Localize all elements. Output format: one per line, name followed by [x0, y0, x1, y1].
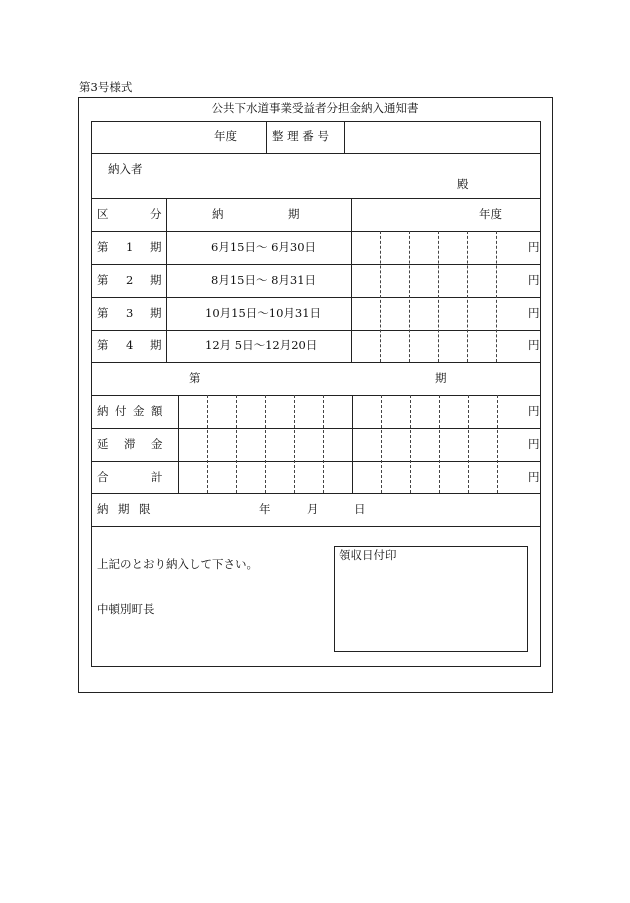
col-period-2: 期	[288, 207, 300, 221]
issuer-name: 中頓別町長	[97, 602, 155, 616]
receipt-stamp-box	[334, 546, 528, 652]
col-category-2: 分	[150, 207, 162, 221]
form-number: 第3号様式	[79, 80, 133, 94]
stamp-label: 領収日付印	[339, 548, 397, 562]
payment-message: 上記のとおり納入して下さい。	[97, 557, 258, 571]
deadline-label-2: 期	[118, 502, 130, 516]
payer-honorific: 殿	[457, 177, 469, 191]
col-period-1: 納	[212, 207, 224, 221]
installment-right: 期	[435, 371, 447, 385]
schedule-dates: 8月15日～ 8月31日	[211, 273, 317, 287]
notice-page: 第3号様式 公共下水道事業受益者分担金納入通知書 年度 整 理 番 号 納入者 殿 区 分 納 期 年度 第 1 期 6月15日～ 6月30日 円 第 2 期 8月15日～ 8月31日 円 第 3 期 10月15日～10月31日 円 第 4 期 12月 5日～12月20日 円 第 期 納 付 金 額 円 延 滞 金 円 合 計 円 納 期 限 年 月 日 上記のとおり納入して下さい。 中頓別町長 領収日付印	[0, 0, 630, 903]
deadline-label-1: 納	[97, 502, 109, 516]
yen-unit: 円	[528, 273, 540, 287]
yen-unit: 円	[528, 306, 540, 320]
schedule-dates: 10月15日～10月31日	[205, 306, 322, 320]
deadline-day: 日	[354, 502, 366, 516]
deadline-label-3: 限	[139, 502, 151, 516]
payer-label: 納入者	[108, 162, 143, 176]
yen-unit: 円	[528, 338, 540, 352]
yen-unit: 円	[528, 240, 540, 254]
notice-title: 公共下水道事業受益者分担金納入通知書	[211, 101, 419, 115]
yen-unit: 円	[528, 404, 540, 418]
fiscal-year-label: 年度	[214, 129, 237, 143]
yen-unit: 円	[528, 470, 540, 484]
ref-number-label: 整 理 番 号	[272, 129, 329, 143]
schedule-dates: 6月15日～ 6月30日	[211, 240, 317, 254]
deadline-month: 月	[307, 502, 319, 516]
yen-unit: 円	[528, 437, 540, 451]
col-category-1: 区	[97, 207, 109, 221]
installment-left: 第	[189, 371, 201, 385]
schedule-dates: 12月 5日～12月20日	[205, 338, 318, 352]
col-amount-year: 年度	[479, 207, 502, 221]
deadline-year: 年	[259, 502, 271, 516]
